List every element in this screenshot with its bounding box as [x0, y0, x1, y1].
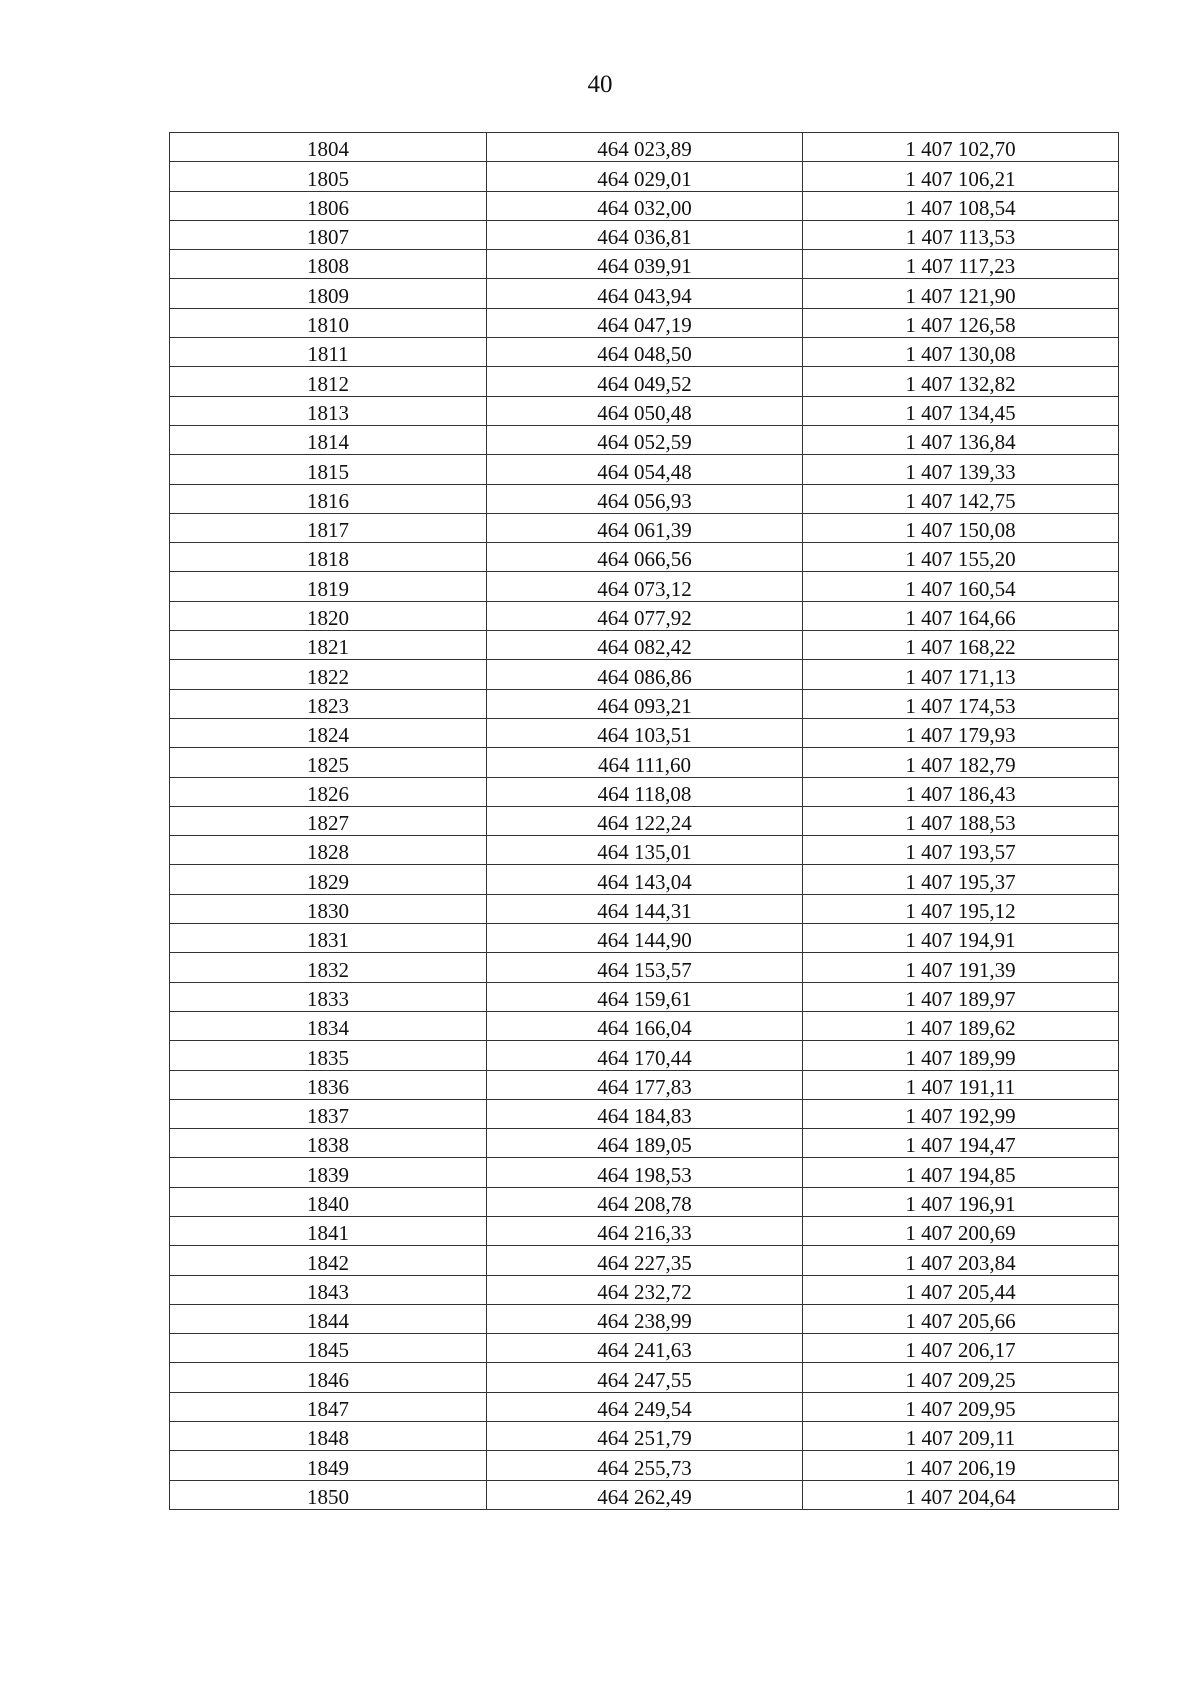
x-coordinate-cell: 464 144,31 — [487, 894, 803, 923]
table-row — [170, 250, 1119, 279]
x-coordinate-cell: 464 189,05 — [487, 1129, 803, 1158]
table-row — [170, 1070, 1119, 1099]
y-coordinate-cell: 1 407 189,97 — [803, 982, 1119, 1011]
y-coordinate-cell: 1 407 134,45 — [803, 396, 1119, 425]
y-coordinate-cell: 1 407 142,75 — [803, 484, 1119, 513]
point-number-cell: 1827 — [170, 806, 487, 835]
table-row — [170, 1216, 1119, 1245]
x-coordinate-cell: 464 227,35 — [487, 1246, 803, 1275]
point-number-cell: 1849 — [170, 1451, 487, 1480]
point-number-cell: 1836 — [170, 1070, 487, 1099]
y-coordinate-cell: 1 407 203,84 — [803, 1246, 1119, 1275]
y-coordinate-cell: 1 407 194,91 — [803, 924, 1119, 953]
table-row — [170, 484, 1119, 513]
point-number-cell: 1832 — [170, 953, 487, 982]
y-coordinate-cell: 1 407 174,53 — [803, 689, 1119, 718]
x-coordinate-cell: 464 159,61 — [487, 982, 803, 1011]
point-number-cell: 1814 — [170, 425, 487, 454]
table-row — [170, 924, 1119, 953]
y-coordinate-cell: 1 407 194,47 — [803, 1129, 1119, 1158]
x-coordinate-cell: 464 232,72 — [487, 1275, 803, 1304]
point-number-cell: 1812 — [170, 367, 487, 396]
table-row — [170, 982, 1119, 1011]
point-number-cell: 1843 — [170, 1275, 487, 1304]
x-coordinate-cell: 464 251,79 — [487, 1422, 803, 1451]
x-coordinate-cell: 464 077,92 — [487, 601, 803, 630]
y-coordinate-cell: 1 407 108,54 — [803, 191, 1119, 220]
table-row — [170, 689, 1119, 718]
table-row — [170, 1480, 1119, 1509]
y-coordinate-cell: 1 407 194,85 — [803, 1158, 1119, 1187]
x-coordinate-cell: 464 032,00 — [487, 191, 803, 220]
point-number-cell: 1846 — [170, 1363, 487, 1392]
table-row — [170, 1304, 1119, 1333]
table-row — [170, 748, 1119, 777]
x-coordinate-cell: 464 238,99 — [487, 1304, 803, 1333]
point-number-cell: 1839 — [170, 1158, 487, 1187]
x-coordinate-cell: 464 122,24 — [487, 806, 803, 835]
x-coordinate-cell: 464 208,78 — [487, 1187, 803, 1216]
y-coordinate-cell: 1 407 164,66 — [803, 601, 1119, 630]
y-coordinate-cell: 1 407 188,53 — [803, 806, 1119, 835]
y-coordinate-cell: 1 407 191,39 — [803, 953, 1119, 982]
y-coordinate-cell: 1 407 106,21 — [803, 162, 1119, 191]
coordinates-table-body — [170, 133, 1119, 1510]
table-row — [170, 1246, 1119, 1275]
table-row — [170, 162, 1119, 191]
point-number-cell: 1845 — [170, 1334, 487, 1363]
table-row — [170, 1187, 1119, 1216]
x-coordinate-cell: 464 029,01 — [487, 162, 803, 191]
table-row — [170, 367, 1119, 396]
y-coordinate-cell: 1 407 132,82 — [803, 367, 1119, 396]
x-coordinate-cell: 464 216,33 — [487, 1216, 803, 1245]
point-number-cell: 1820 — [170, 601, 487, 630]
y-coordinate-cell: 1 407 189,62 — [803, 1011, 1119, 1040]
table-row — [170, 1099, 1119, 1128]
table-row — [170, 1041, 1119, 1070]
y-coordinate-cell: 1 407 102,70 — [803, 133, 1119, 162]
x-coordinate-cell: 464 153,57 — [487, 953, 803, 982]
point-number-cell: 1809 — [170, 279, 487, 308]
point-number-cell: 1810 — [170, 308, 487, 337]
point-number-cell: 1833 — [170, 982, 487, 1011]
x-coordinate-cell: 464 047,19 — [487, 308, 803, 337]
y-coordinate-cell: 1 407 193,57 — [803, 836, 1119, 865]
y-coordinate-cell: 1 407 168,22 — [803, 631, 1119, 660]
y-coordinate-cell: 1 407 113,53 — [803, 220, 1119, 249]
x-coordinate-cell: 464 023,89 — [487, 133, 803, 162]
y-coordinate-cell: 1 407 209,95 — [803, 1392, 1119, 1421]
table-row — [170, 133, 1119, 162]
point-number-cell: 1804 — [170, 133, 487, 162]
y-coordinate-cell: 1 407 136,84 — [803, 425, 1119, 454]
y-coordinate-cell: 1 407 126,58 — [803, 308, 1119, 337]
table-row — [170, 660, 1119, 689]
x-coordinate-cell: 464 241,63 — [487, 1334, 803, 1363]
point-number-cell: 1806 — [170, 191, 487, 220]
point-number-cell: 1850 — [170, 1480, 487, 1509]
x-coordinate-cell: 464 103,51 — [487, 718, 803, 747]
x-coordinate-cell: 464 184,83 — [487, 1099, 803, 1128]
y-coordinate-cell: 1 407 155,20 — [803, 543, 1119, 572]
y-coordinate-cell: 1 407 191,11 — [803, 1070, 1119, 1099]
table-row — [170, 718, 1119, 747]
coordinates-table — [169, 132, 1119, 1510]
table-row — [170, 191, 1119, 220]
table-row — [170, 1334, 1119, 1363]
y-coordinate-cell: 1 407 182,79 — [803, 748, 1119, 777]
x-coordinate-cell: 464 048,50 — [487, 338, 803, 367]
y-coordinate-cell: 1 407 205,44 — [803, 1275, 1119, 1304]
table-row — [170, 543, 1119, 572]
point-number-cell: 1835 — [170, 1041, 487, 1070]
x-coordinate-cell: 464 111,60 — [487, 748, 803, 777]
point-number-cell: 1848 — [170, 1422, 487, 1451]
point-number-cell: 1842 — [170, 1246, 487, 1275]
y-coordinate-cell: 1 407 121,90 — [803, 279, 1119, 308]
table-row — [170, 806, 1119, 835]
table-row — [170, 455, 1119, 484]
point-number-cell: 1844 — [170, 1304, 487, 1333]
y-coordinate-cell: 1 407 130,08 — [803, 338, 1119, 367]
point-number-cell: 1822 — [170, 660, 487, 689]
y-coordinate-cell: 1 407 200,69 — [803, 1216, 1119, 1245]
point-number-cell: 1831 — [170, 924, 487, 953]
x-coordinate-cell: 464 249,54 — [487, 1392, 803, 1421]
point-number-cell: 1838 — [170, 1129, 487, 1158]
y-coordinate-cell: 1 407 160,54 — [803, 572, 1119, 601]
table-row — [170, 1275, 1119, 1304]
y-coordinate-cell: 1 407 204,64 — [803, 1480, 1119, 1509]
point-number-cell: 1805 — [170, 162, 487, 191]
point-number-cell: 1817 — [170, 513, 487, 542]
table-row — [170, 894, 1119, 923]
table-row — [170, 1451, 1119, 1480]
table-row — [170, 1422, 1119, 1451]
table-row — [170, 338, 1119, 367]
x-coordinate-cell: 464 054,48 — [487, 455, 803, 484]
y-coordinate-cell: 1 407 205,66 — [803, 1304, 1119, 1333]
x-coordinate-cell: 464 066,56 — [487, 543, 803, 572]
point-number-cell: 1815 — [170, 455, 487, 484]
y-coordinate-cell: 1 407 196,91 — [803, 1187, 1119, 1216]
table-row — [170, 1129, 1119, 1158]
y-coordinate-cell: 1 407 195,37 — [803, 865, 1119, 894]
point-number-cell: 1821 — [170, 631, 487, 660]
table-row — [170, 513, 1119, 542]
point-number-cell: 1840 — [170, 1187, 487, 1216]
point-number-cell: 1818 — [170, 543, 487, 572]
table-row — [170, 865, 1119, 894]
table-row — [170, 425, 1119, 454]
table-row — [170, 572, 1119, 601]
y-coordinate-cell: 1 407 186,43 — [803, 777, 1119, 806]
y-coordinate-cell: 1 407 150,08 — [803, 513, 1119, 542]
x-coordinate-cell: 464 166,04 — [487, 1011, 803, 1040]
x-coordinate-cell: 464 093,21 — [487, 689, 803, 718]
y-coordinate-cell: 1 407 209,11 — [803, 1422, 1119, 1451]
table-row — [170, 601, 1119, 630]
x-coordinate-cell: 464 177,83 — [487, 1070, 803, 1099]
table-row — [170, 953, 1119, 982]
x-coordinate-cell: 464 144,90 — [487, 924, 803, 953]
point-number-cell: 1841 — [170, 1216, 487, 1245]
table-row — [170, 279, 1119, 308]
x-coordinate-cell: 464 056,93 — [487, 484, 803, 513]
y-coordinate-cell: 1 407 189,99 — [803, 1041, 1119, 1070]
x-coordinate-cell: 464 143,04 — [487, 865, 803, 894]
table-row — [170, 631, 1119, 660]
point-number-cell: 1811 — [170, 338, 487, 367]
x-coordinate-cell: 464 086,86 — [487, 660, 803, 689]
x-coordinate-cell: 464 170,44 — [487, 1041, 803, 1070]
point-number-cell: 1828 — [170, 836, 487, 865]
x-coordinate-cell: 464 039,91 — [487, 250, 803, 279]
point-number-cell: 1837 — [170, 1099, 487, 1128]
point-number-cell: 1807 — [170, 220, 487, 249]
point-number-cell: 1823 — [170, 689, 487, 718]
x-coordinate-cell: 464 043,94 — [487, 279, 803, 308]
point-number-cell: 1825 — [170, 748, 487, 777]
point-number-cell: 1816 — [170, 484, 487, 513]
y-coordinate-cell: 1 407 192,99 — [803, 1099, 1119, 1128]
point-number-cell: 1808 — [170, 250, 487, 279]
point-number-cell: 1819 — [170, 572, 487, 601]
table-row — [170, 777, 1119, 806]
table-row — [170, 308, 1119, 337]
point-number-cell: 1830 — [170, 894, 487, 923]
x-coordinate-cell: 464 082,42 — [487, 631, 803, 660]
x-coordinate-cell: 464 255,73 — [487, 1451, 803, 1480]
point-number-cell: 1813 — [170, 396, 487, 425]
x-coordinate-cell: 464 135,01 — [487, 836, 803, 865]
table-row — [170, 1158, 1119, 1187]
table-row — [170, 1363, 1119, 1392]
x-coordinate-cell: 464 049,52 — [487, 367, 803, 396]
x-coordinate-cell: 464 073,12 — [487, 572, 803, 601]
table-row — [170, 1392, 1119, 1421]
x-coordinate-cell: 464 052,59 — [487, 425, 803, 454]
x-coordinate-cell: 464 247,55 — [487, 1363, 803, 1392]
y-coordinate-cell: 1 407 179,93 — [803, 718, 1119, 747]
table-row — [170, 396, 1119, 425]
y-coordinate-cell: 1 407 171,13 — [803, 660, 1119, 689]
x-coordinate-cell: 464 262,49 — [487, 1480, 803, 1509]
table-row — [170, 1011, 1119, 1040]
point-number-cell: 1829 — [170, 865, 487, 894]
x-coordinate-cell: 464 061,39 — [487, 513, 803, 542]
y-coordinate-cell: 1 407 209,25 — [803, 1363, 1119, 1392]
y-coordinate-cell: 1 407 139,33 — [803, 455, 1119, 484]
y-coordinate-cell: 1 407 117,23 — [803, 250, 1119, 279]
x-coordinate-cell: 464 050,48 — [487, 396, 803, 425]
point-number-cell: 1834 — [170, 1011, 487, 1040]
table-row — [170, 220, 1119, 249]
y-coordinate-cell: 1 407 206,17 — [803, 1334, 1119, 1363]
point-number-cell: 1847 — [170, 1392, 487, 1421]
point-number-cell: 1824 — [170, 718, 487, 747]
point-number-cell: 1826 — [170, 777, 487, 806]
page-number: 40 — [587, 71, 613, 98]
x-coordinate-cell: 464 198,53 — [487, 1158, 803, 1187]
y-coordinate-cell: 1 407 206,19 — [803, 1451, 1119, 1480]
x-coordinate-cell: 464 118,08 — [487, 777, 803, 806]
table-row — [170, 836, 1119, 865]
y-coordinate-cell: 1 407 195,12 — [803, 894, 1119, 923]
x-coordinate-cell: 464 036,81 — [487, 220, 803, 249]
